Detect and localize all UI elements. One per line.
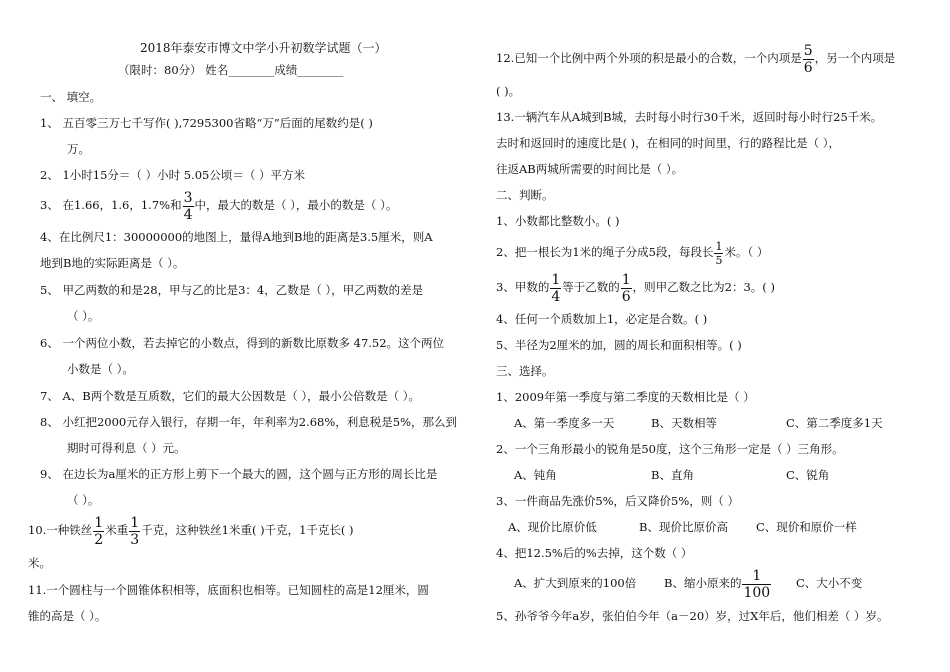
section-fill-in-heading: 一、 填空。 — [40, 90, 102, 104]
question-10 — [28, 513, 354, 547]
question-3-prefix: 3、 在1.66，1.6，1.7%和 — [40, 198, 182, 212]
judge-item-2 — [496, 236, 768, 268]
section-judge-heading: 二、判断。 — [496, 188, 554, 202]
fraction-numerator: 1 — [715, 239, 723, 253]
choice-1-option-b[interactable]: B、天数相等 — [651, 416, 717, 430]
question-12 — [496, 41, 895, 75]
choice-question-4: 4、把12.5%后的%去掉，这个数（ ） — [496, 546, 693, 560]
question-11-line-2: 锥的高是（ ）。 — [28, 609, 107, 623]
exam-info-line: （限时：80分） 姓名________成绩________ — [118, 63, 344, 77]
fraction-numerator: 3 — [183, 189, 193, 206]
choice-2-option-c[interactable]: C、锐角 — [786, 468, 830, 482]
judge-item-3 — [496, 270, 775, 304]
choice-2-option-b[interactable]: B、直角 — [651, 468, 694, 482]
question-10-suffix: 千克，这种铁丝1米重( )千克，1千克长( ) — [141, 523, 354, 537]
fraction-numerator: 1 — [742, 569, 771, 585]
question-13-line-1: 13.一辆汽车从A城到B城，去时每小时行30千米，返回时每小时行25千米。 — [496, 110, 883, 124]
question-13-line-2: 去时和返回时的速度比是( )，在相同的时间里，行的路程比是（ ）， — [496, 136, 841, 150]
fraction-denominator: 2 — [94, 531, 104, 548]
fraction-denominator: 4 — [551, 288, 561, 305]
question-5-line-1: 5、 甲乙两数的和是28，甲与乙的比是3：4，乙数是（ ），甲乙两数的差是 — [40, 283, 424, 297]
question-1-line-2: 万。 — [67, 142, 90, 156]
choice-1-option-a[interactable]: A、第一季度多一天 — [514, 416, 615, 430]
fraction-denominator: 6 — [621, 288, 631, 305]
choice-3-option-a[interactable]: A、现价比原价低 — [508, 520, 597, 534]
question-12-line-2: ( )。 — [496, 84, 521, 98]
fraction-denominator: 4 — [183, 206, 193, 223]
judge-item-3-prefix: 3、甲数的 — [496, 280, 550, 294]
fraction-numerator: 1 — [621, 271, 631, 288]
fraction-numerator: 1 — [94, 514, 104, 531]
question-10-middle: 米重 — [105, 523, 129, 537]
question-1-line-1: 1、 五百零三万七千写作( ),7295300省略“万”后面的尾数约是( ) — [40, 116, 373, 130]
question-12-prefix: 12.已知一个比例中两个外项的积是最小的合数，一个内项是 — [496, 51, 802, 65]
exam-title: 2018年泰安市博文中学小升初数学试题（一） — [140, 41, 387, 55]
judge-item-5: 5、半径为2厘米的加，圆的周长和面积相等。( ) — [496, 338, 742, 352]
choice-4-option-c[interactable]: C、大小不变 — [796, 576, 863, 590]
question-3-suffix: 中，最大的数是（ ），最小的数是（ ）。 — [194, 198, 398, 212]
choice-question-1: 1、2009年第一季度与第二季度的天数相比是（ ） — [496, 390, 755, 404]
question-9-line-1: 9、 在边长为a厘米的正方形上剪下一个最大的圆，这个圆与正方形的周长比是 — [40, 467, 438, 481]
question-3 — [40, 188, 397, 222]
fraction-numerator: 5 — [803, 42, 813, 59]
question-9-line-2: （ ）。 — [67, 493, 100, 507]
question-4-line-2: 地到B地的实际距离是（ ）。 — [40, 256, 185, 270]
question-4-line-1: 4、在比例尺1：30000000的地图上，量得A地到B地的距离是3.5厘米，则A — [40, 230, 433, 244]
judge-item-1: 1、小数都比整数小。( ) — [496, 214, 620, 228]
fraction-denominator: 6 — [803, 59, 813, 76]
judge-item-2-prefix: 2、把一根长为1米的绳子分成5段，每段长 — [496, 245, 714, 259]
question-6-line-2: 小数是（ ）。 — [67, 362, 134, 376]
choice-4-option-a[interactable]: A、扩大到原来的100倍 — [514, 576, 637, 590]
fraction-one-hundredth — [742, 569, 771, 600]
question-10-prefix: 10.一种铁丝 — [28, 523, 93, 537]
choice-3-option-c[interactable]: C、现价和原价一样 — [756, 520, 857, 534]
fraction-one-half — [93, 516, 104, 547]
fraction-five-sixths — [803, 44, 814, 75]
fraction-numerator: 1 — [551, 271, 561, 288]
question-10-line-2: 米。 — [28, 556, 51, 570]
fraction-one-quarter — [550, 273, 561, 304]
question-6-line-1: 6、 一个两位小数，若去掉它的小数点，得到的新数比原数多 47.52。这个两位 — [40, 336, 445, 350]
fraction-denominator: 3 — [130, 531, 140, 548]
choice-4-option-b-text: B、缩小原来的 — [664, 576, 742, 590]
question-8-line-2: 期时可得利息（ ）元。 — [67, 441, 186, 455]
fraction-denominator: 100 — [743, 584, 771, 601]
question-8-line-1: 8、 小红把2000元存入银行，存期一年，年利率为2.68%，利息税是5%，那么到 — [40, 415, 458, 429]
choice-2-option-a[interactable]: A、钝角 — [514, 468, 557, 482]
section-choice-heading: 三、选择。 — [496, 364, 554, 378]
fraction-one-third — [129, 516, 140, 547]
choice-3-option-b[interactable]: B、现价比原价高 — [639, 520, 728, 534]
fraction-one-fifth — [714, 241, 723, 266]
choice-question-2: 2、一个三角形最小的锐角是50度，这个三角形一定是（ ）三角形。 — [496, 442, 844, 456]
choice-question-5: 5、孙爷爷今年a岁，张伯伯今年（a－20）岁，过X年后，他们相差（ ）岁。 — [496, 609, 889, 623]
question-7: 7、 A、B两个数是互质数，它们的最大公因数是（ ），最小公倍数是（ ）。 — [40, 389, 421, 403]
judge-item-3-middle: 等于乙数的 — [562, 280, 620, 294]
choice-question-3: 3、一件商品先涨价5%，后又降价5%，则（ ） — [496, 494, 739, 508]
fraction-numerator: 1 — [130, 514, 140, 531]
fraction-three-quarters — [183, 191, 194, 222]
question-11-line-1: 11.一个圆柱与一个圆锥体积相等，底面积也相等。已知圆柱的高是12厘米，圆 — [28, 583, 429, 597]
question-5-line-2: （ ）。 — [67, 309, 100, 323]
question-2: 2、 1小时15分＝（ ）小时 5.05公顷＝（ ）平方米 — [40, 168, 305, 182]
fraction-denominator: 5 — [715, 253, 723, 267]
judge-item-3-suffix: ，则甲乙数之比为2：3。( ) — [632, 280, 775, 294]
judge-item-4: 4、任何一个质数加上1，必定是合数。( ) — [496, 312, 708, 326]
question-12-suffix: ，另一个内项是 — [814, 51, 896, 65]
judge-item-2-suffix: 米。（ ） — [724, 245, 769, 259]
fraction-one-sixth — [621, 273, 632, 304]
question-13-line-3: 往返AB两城所需要的时间比是（ ）。 — [496, 162, 684, 176]
choice-4-option-b[interactable] — [664, 566, 772, 600]
choice-1-option-c[interactable]: C、第二季度多1天 — [786, 416, 883, 430]
